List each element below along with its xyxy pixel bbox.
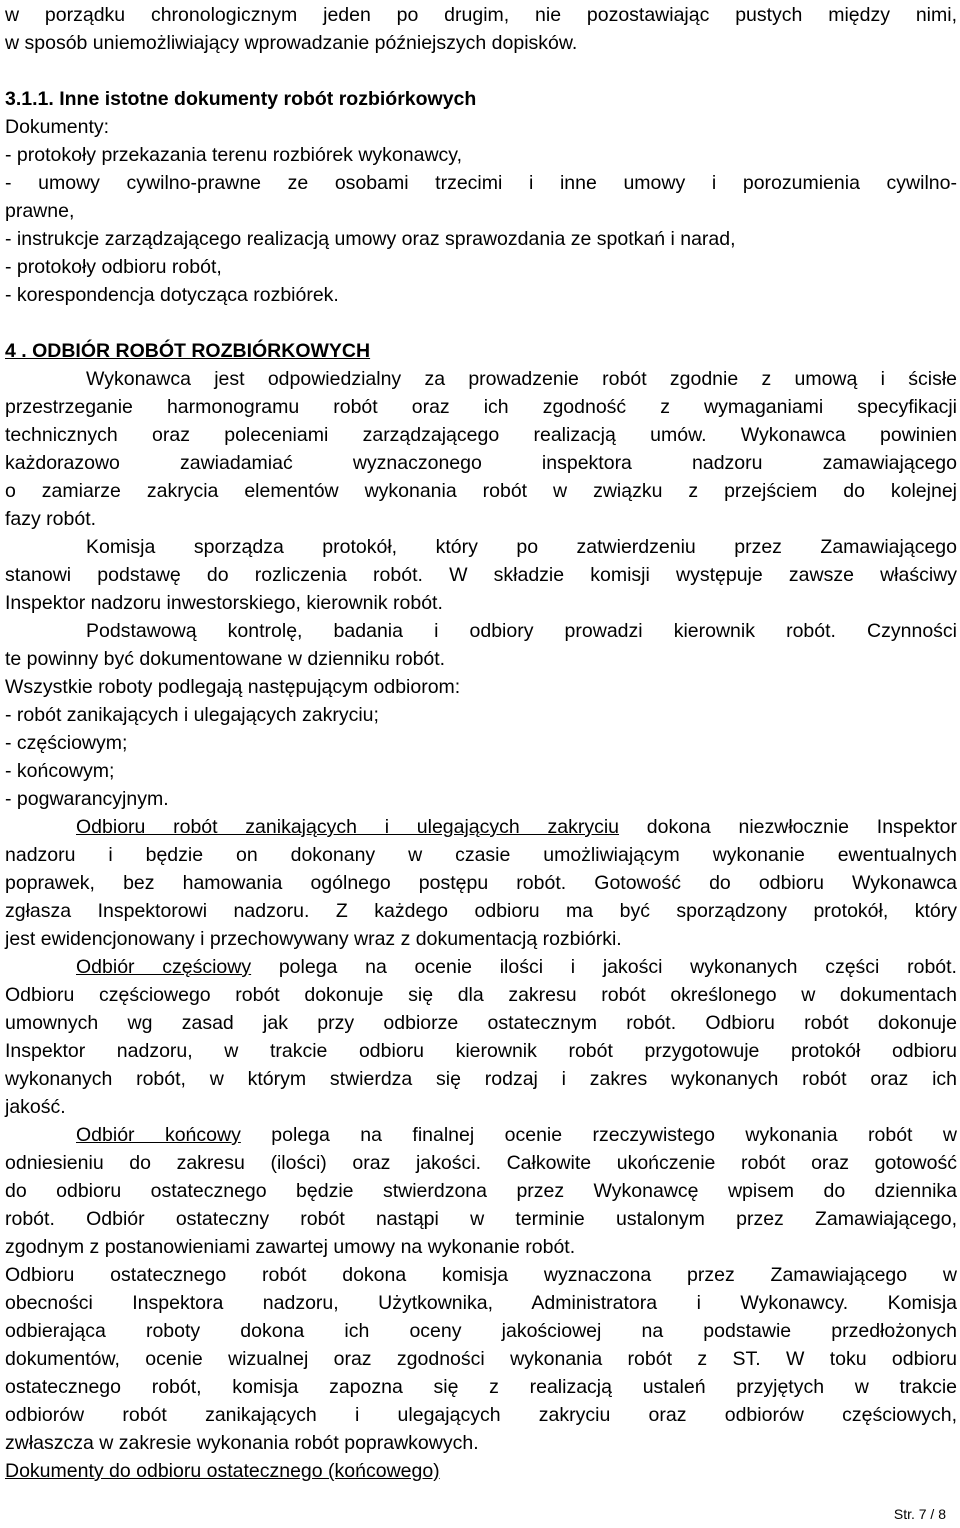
- paragraph-line: odbiorów robót zanikających i ulegających zakryciu oraz odbiorów częściowych,: [5, 1404, 957, 1426]
- paragraph-line: przestrzeganie harmonogramu robót oraz ich zgodność z wymaganiami specyfikacji: [5, 396, 957, 418]
- text-line: w sposób uniemożliwiający wprowadzanie późniejszych dopisków.: [5, 32, 578, 54]
- paragraph-line: [76, 955, 957, 979]
- list-item: - końcowym;: [5, 760, 115, 782]
- paragraph-line: jakość.: [5, 1096, 66, 1118]
- paragraph-line: stanowi podstawę do rozliczenia robót. W składzie komisji występuje zawsze właściwy: [5, 564, 957, 586]
- paragraph-line: zgłasza Inspektorowi nadzoru. Z każdego odbioru ma być sporządzony protokół, który: [5, 900, 957, 922]
- paragraph-line: Komisja sporządza protokół, który po zatwierdzeniu przez Zamawiającego: [86, 536, 957, 558]
- paragraph-line: odbierająca roboty dokona ich oceny jakościowej na podstawie przedłożonych: [5, 1320, 957, 1342]
- subsection-heading: [5, 1459, 957, 1483]
- paragraph-line: zwłaszcza w zakresie wykonania robót poprawkowych.: [5, 1432, 479, 1454]
- paragraph-line: [76, 815, 957, 839]
- underlined-term: Odbiór częściowy: [76, 956, 252, 978]
- list-item: - umowy cywilno-prawne ze osobami trzecimi i inne umowy i porozumienia cywilno-: [5, 172, 957, 194]
- paragraph-line: fazy robót.: [5, 508, 97, 530]
- paragraph-text: dokona niezwłocznie Inspektor: [619, 816, 957, 838]
- subsection-heading-text: Dokumenty do odbioru ostatecznego (końcowego): [5, 1460, 440, 1482]
- paragraph-line: każdorazowo zawiadamiać wyznaczonego inspektora nadzoru zamawiającego: [5, 452, 957, 474]
- list-item: - protokoły odbioru robót,: [5, 256, 222, 278]
- list-item: - pogwarancyjnym.: [5, 788, 169, 810]
- underlined-term: Odbioru robót zanikających i ulegających zakryciu: [76, 816, 620, 838]
- paragraph-line: poprawek, bez hamowania ogólnego postępu robót. Gotowość do odbioru Wykonawca: [5, 872, 957, 894]
- paragraph-line: wykonanych robót, w którym stwierdza się rodzaj i zakres wykonanych robót oraz ich: [5, 1068, 957, 1090]
- underlined-term: Odbiór końcowy: [76, 1124, 241, 1146]
- paragraph-line: jest ewidencjonowany i przechowywany wraz z dokumentacją rozbiórki.: [5, 928, 622, 950]
- paragraph-text: polega na finalnej ocenie rzeczywistego wykonania robót w: [240, 1124, 957, 1146]
- paragraph-line: ostatecznego robót, komisja zapozna się z realizacją ustaleń przyjętych w trakcie: [5, 1376, 957, 1398]
- paragraph-line: technicznych oraz poleceniami zarządzającego realizacją umów. Wykonawca powinien: [5, 424, 957, 446]
- section-heading: 3.1.1. Inne istotne dokumenty robót rozbiórkowych: [5, 88, 477, 110]
- paragraph-line: Inspektor nadzoru inwestorskiego, kierownik robót.: [5, 592, 443, 614]
- page-number: Str. 7 / 8: [893, 1506, 946, 1522]
- paragraph-line: o zamiarze zakrycia elementów wykonania robót w związku z przejściem do kolejnej: [5, 480, 957, 502]
- paragraph-line: Podstawową kontrolę, badania i odbiory prowadzi kierownik robót. Czynności: [86, 620, 957, 642]
- list-item: - korespondencja dotycząca rozbiórek.: [5, 284, 339, 306]
- paragraph-line: Odbioru częściowego robót dokonuje się dla zakresu robót określonego w dokumentach: [5, 984, 957, 1006]
- paragraph-line: Odbioru ostatecznego robót dokona komisja wyznaczona przez Zamawiającego w: [5, 1264, 957, 1286]
- paragraph-line: Wszystkie roboty podlegają następującym odbiorom:: [5, 676, 461, 698]
- paragraph-line: odniesieniu do zakresu (ilości) oraz jakości. Całkowite ukończenie robót oraz gotowość: [5, 1152, 957, 1174]
- paragraph-line: robót. Odbiór ostateczny robót nastąpi w terminie ustalonym przez Zamawiającego,: [5, 1208, 957, 1230]
- text-line: Dokumenty:: [5, 116, 110, 138]
- list-item: - częściowym;: [5, 732, 128, 754]
- section-heading-text: 4 . ODBIÓR ROBÓT ROZBIÓRKOWYCH: [5, 340, 371, 362]
- paragraph-line: [76, 1123, 957, 1147]
- paragraph-line: Wykonawca jest odpowiedzialny za prowadzenie robót zgodnie z umową i ścisłe: [86, 368, 957, 390]
- text-line: w porządku chronologicznym jeden po drugim, nie pozostawiając pustych między nimi,: [5, 4, 957, 26]
- paragraph-line: te powinny być dokumentowane w dzienniku robót.: [5, 648, 446, 670]
- list-item: - robót zanikających i ulegających zakryciu;: [5, 704, 379, 726]
- paragraph-line: obecności Inspektora nadzoru, Użytkownika, Administratora i Wykonawcy. Komisja: [5, 1292, 957, 1314]
- paragraph-line: do odbioru ostatecznego będzie stwierdzona przez Wykonawcę wpisem do dziennika: [5, 1180, 957, 1202]
- paragraph-line: zgodnym z postanowieniami zawartej umowy na wykonanie robót.: [5, 1236, 576, 1258]
- paragraph-text: polega na ocenie ilości i jakości wykonanych części robót.: [251, 956, 957, 978]
- section-heading: [5, 339, 957, 363]
- paragraph-line: Inspektor nadzoru, w trakcie odbioru kierownik robót przygotowuje protokół odbioru: [5, 1040, 957, 1062]
- paragraph-line: umownych wg zasad jak przy odbiorze ostatecznym robót. Odbioru robót dokonuje: [5, 1012, 957, 1034]
- list-item: - instrukcje zarządzającego realizacją umowy oraz sprawozdania ze spotkań i narad,: [5, 228, 736, 250]
- list-item: - protokoły przekazania terenu rozbiórek wykonawcy,: [5, 144, 463, 166]
- list-item: prawne,: [5, 200, 75, 222]
- paragraph-line: dokumentów, ocenie wizualnej oraz zgodności wykonania robót z ST. W toku odbioru: [5, 1348, 957, 1370]
- paragraph-line: nadzoru i będzie on dokonany w czasie umożliwiającym wykonanie ewentualnych: [5, 844, 957, 866]
